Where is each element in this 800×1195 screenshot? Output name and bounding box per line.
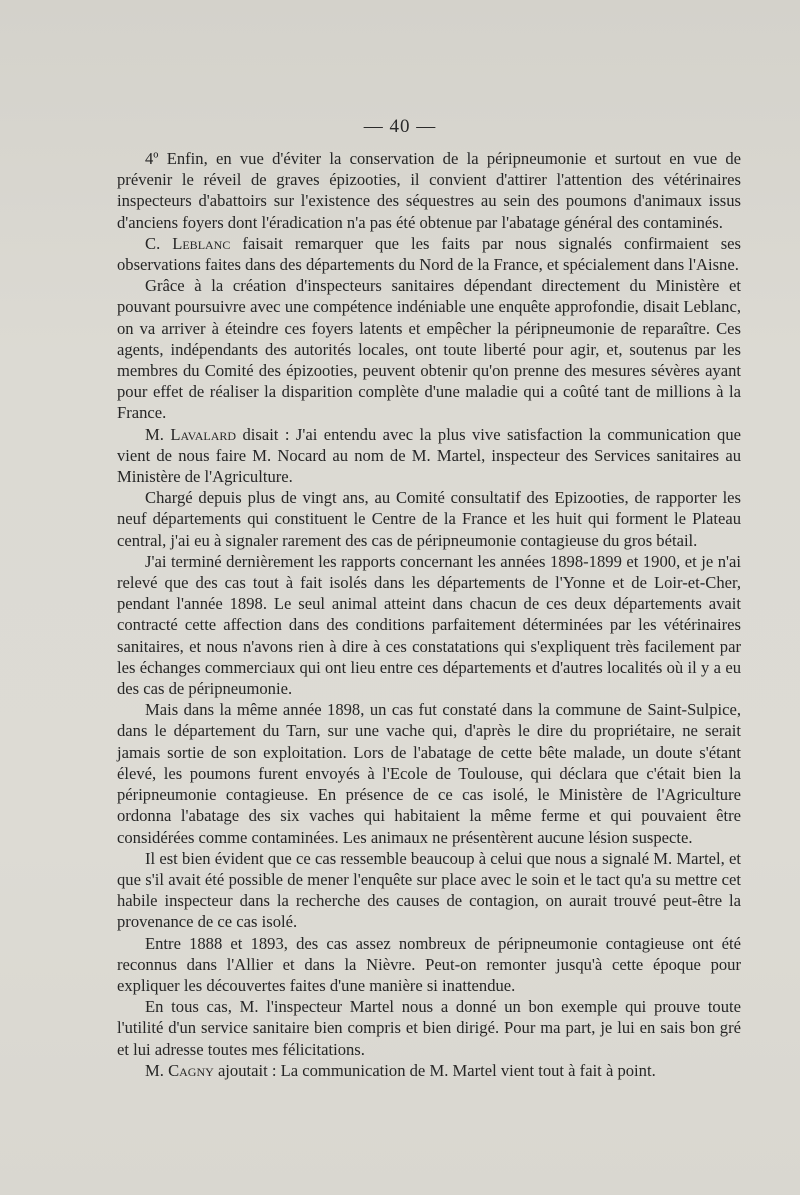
text-segment: C. [145,233,173,253]
text-segment: faisait remarquer que les faits par nous signalés confirmaient ses observations faites dans des départements du Nord de la France, et spécialement dans l'Aisne. [117,233,741,275]
text-segment: Entre 1888 et 1893, des cas assez nombreux de péripneumonie contagieuse ont été reconnus dans l'Allier et dans la Nièvre. Peut-on remonter jusqu'à cette époque pour expliquer les découvertes faites d'une manière si inattendue. [117,933,741,995]
paragraph [117,933,741,997]
text-segment: Grâce à la création d'inspecteurs sanitaires dépendant directement du Ministère et pouvant poursuivre avec une compétence indéniable une enquête approfondie, disait Leblanc, on va arriver à éteindre ces foyers latents et empêcher la péripneumonie de reparaître. Ces agents, indépendants des autorités locales, ont toute liberté pour agir, et, soutenus par les membres du Comité des épizooties, peuvent obtenir qu'on prenne des mesures sévères ayant pour effet de réaliser la disparition complète d'une maladie qui a coûté tant de millions à la France. [117,276,741,423]
paragraph [117,699,741,847]
paragraph [117,551,741,699]
speaker-name: Leblanc [172,233,231,253]
paragraph [117,1060,741,1081]
text-segment: ajoutait : La communication de M. Martel vient tout à fait à point. [213,1060,656,1080]
text-segment: 4º Enfin, en vue d'éviter la conservation de la péripneumonie et surtout en vue de prévenir le réveil de graves épizooties, il convient d'attirer l'attention des vétérinaires inspecteurs d'abattoirs sur l'existence des séquestres au sein des poumons d'animaux issus d'anciens foyers dont l'éradication n'a pas été obtenue par l'abatage général des contaminés. [117,149,741,232]
text-segment: Il est bien évident que ce cas ressemble beaucoup à celui que nous a signalé M. Martel, et que s'il avait été possible de mener l'enquête sur place avec le soin et le tact qu'a su mettre cet habile inspecteur dans la recherche des causes de contagion, on aurait trouvé peut-être la provenance de ce cas isolé. [117,848,741,932]
paragraph [117,275,741,423]
paragraph [117,487,741,551]
paragraph [117,233,741,275]
text-segment: disait : J'ai entendu avec la plus vive satisfaction la communication que vient de nous faire M. Nocard au nom de M. Martel, inspecteur des Services sanitaires au Ministère de l'Agriculture. [117,424,741,487]
text-segment: Mais dans la même année 1898, un cas fut constaté dans la commune de Saint-Sulpice, dans le département du Tarn, sur une vache qui, d'après le dire du propriétaire, ne serait jamais sortie de son exploitation. Lors de l'abatage de cette bête malade, un doute s'étant élevé, les poumons furent envoyés à l'Ecole de Toulouse, qui déclara que c'était bien la péripneumonie contagieuse. En présence de ce cas isolé, le Ministère de l'Agriculture ordonna l'abatage des six vaches qui habitaient la même ferme et qui pouvaient être considérées comme contaminées. Les animaux ne présentèrent aucune lésion suspecte. [117,700,741,847]
text-segment: J'ai terminé dernièrement les rapports concernant les années 1898-1899 et 1900, et je n'ai relevé que des cas tout à fait isolés dans les départements de l'Yonne et de Loir-et-Cher, pendant l'année 1898. Le seul animal atteint dans chacun de ces deux départements avait contracté cette affection dans des conditions parfaitement déterminées par les vétérinaires sanitaires, et nous n'avons rien à dire à ces constatations qui s'expliquent très facilement par les échanges commerciaux qui ont lieu entre ces départements et d'autres localités où il y a eu des cas de péripneumonie. [117,551,741,699]
paragraph [117,424,741,488]
paragraph [117,996,741,1060]
page-number: — 40 — [363,116,437,137]
paragraph [117,848,741,933]
speaker-name: Cagny [168,1060,214,1080]
text-segment: En tous cas, M. l'inspecteur Martel nous a donné un bon exemple qui prouve toute l'utilité d'un service sanitaire bien compris et bien dirigé. Pour ma part, je lui en sais bon gré et lui adresse toutes mes félicitations. [117,997,741,1059]
text-segment: Chargé depuis plus de vingt ans, au Comité consultatif des Epizooties, de rapporter les neuf départements qui constituent le Centre de la France et les huit qui forment le Plateau central, j'ai eu à signaler rarement des cas de péripneumonie contagieuse du gros bétail. [117,488,741,550]
text-segment: M. [145,424,171,444]
speaker-name: Lavalard [170,424,237,444]
text-segment: M. [145,1060,169,1080]
paragraph [117,148,741,233]
body-text [117,148,741,1081]
